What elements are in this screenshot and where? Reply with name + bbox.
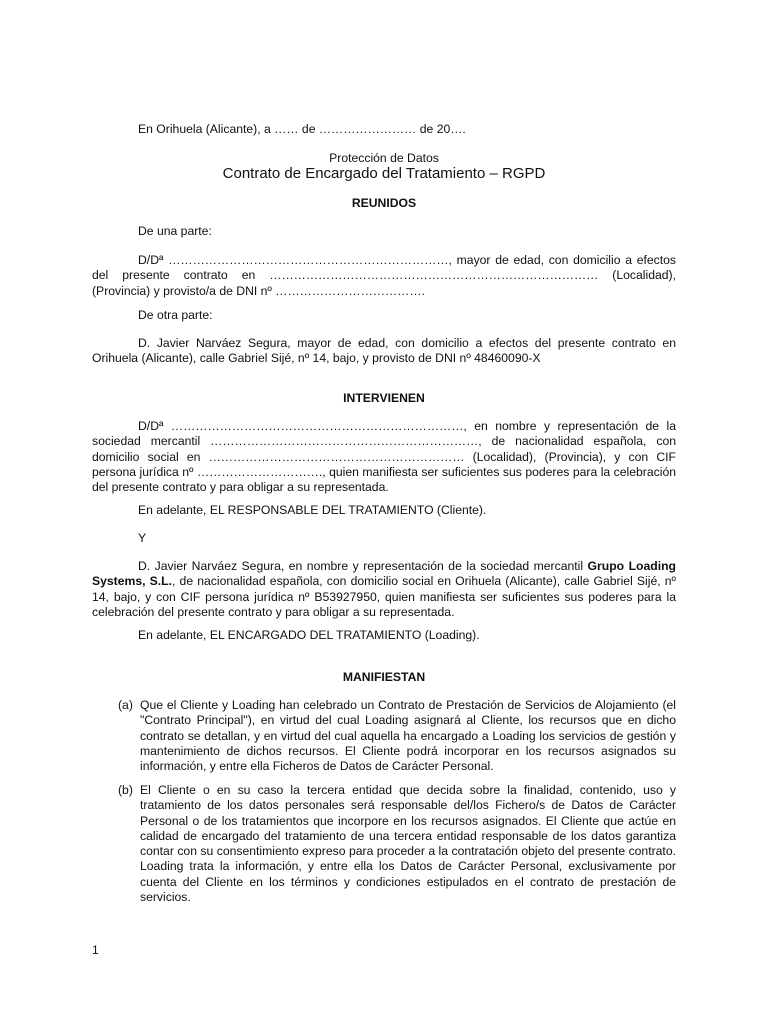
reunidos-heading: REUNIDOS	[351, 196, 417, 210]
date-line: En Orihuela (Alicante), a …… de …………………… de 20….	[138, 122, 466, 136]
list-item	[118, 783, 676, 905]
manifiestan-heading: MANIFIESTAN	[342, 670, 426, 684]
list-item-label: (b)	[118, 783, 133, 797]
intervienen-party1-paragraph: D/Dª ………………………………………………………………, en nombre y representación de la sociedad mercantil …………………………………………………………, de nacionalidad española, con domicilio social en ……………………………………………………… (Localidad), (Provincia), y con CIF persona jurídica nº …………………………., quien manifiesta ser suficientes sus poderes para la celebración del presente contrato y para obligar a su representada.	[92, 419, 676, 495]
y-connector: Y	[138, 531, 147, 545]
otra-parte-label: De otra parte:	[138, 308, 213, 322]
document-subtitle: Protección de Datos	[329, 151, 439, 165]
list-item-text: Que el Cliente y Loading han celebrado un Contrato de Prestación de Servicios de Alojamiento (el "Contrato Principal"), en virtud del cual Loading asignará al Cliente, los recursos que en dicho contrato se detallan, y en virtud del cual aquella ha encargado a Loading los servicios de gestión y mantenimiento de dichos recursos. El Cliente podrá incorporar en los recursos asignados su información, y entre ella Ficheros de Datos de Carácter Personal.	[140, 698, 676, 774]
una-parte-label: De una parte:	[138, 224, 212, 238]
party2-text-end: , de nacionalidad española, con domicilio social en Orihuela (Alicante), calle Gabriel Sijé, nº 14, bajo, y con CIF persona jurídica nº B53927950, quien manifiesta ser suficientes sus poderes para la celebración del presente contrato y para obligar a su representada.	[92, 574, 676, 619]
intervienen-party2-paragraph	[92, 559, 676, 620]
responsable-line: En adelante, EL RESPONSABLE DEL TRATAMIENTO (Cliente).	[138, 503, 487, 517]
company-name: Grupo Loading Systems, S.L.	[92, 559, 676, 589]
list-item-label: (a)	[118, 698, 133, 712]
list-item-text: El Cliente o en su caso la tercera entidad que decida sobre la finalidad, contenido, uso y tratamiento de los datos personales será responsable del/los Fichero/s de Datos de Carácter Personal o de los tratamientos que incorpore en los recursos asignados. El Cliente que actúe en calidad de encargado del tratamiento de una tercera entidad responsable de los datos garantiza contar con su consentimiento expreso para proceder a la contratación objeto del presente contrato. Loading trata la información, y entre ella los Datos de Carácter Personal, exclusivamente por cuenta del Cliente en los términos y condiciones estipulados en el contrato de prestación de servicios.	[140, 783, 676, 905]
reunidos-party2-paragraph: D. Javier Narváez Segura, mayor de edad, con domicilio a efectos del presente contrato en Orihuela (Alicante), calle Gabriel Sijé, nº 14, bajo, y provisto de DNI nº 48460090-X	[92, 336, 676, 366]
encargado-line: En adelante, EL ENCARGADO DEL TRATAMIENTO (Loading).	[138, 628, 480, 642]
intervienen-heading: INTERVIENEN	[343, 391, 425, 405]
document-title: Contrato de Encargado del Tratamiento – RGPD	[222, 165, 546, 182]
reunidos-party1-paragraph: D/Dª ……………………………………………………………, mayor de edad, con domicilio a efectos del presente contrato en ……………………………………………………………………… (Localidad), (Provincia) y provisto/a de DNI nº ……………………………….	[92, 253, 676, 298]
party2-text-start: D. Javier Narváez Segura, en nombre y representación de la sociedad mercantil	[138, 559, 588, 573]
list-item	[118, 698, 676, 774]
page-number: 1	[92, 943, 99, 957]
